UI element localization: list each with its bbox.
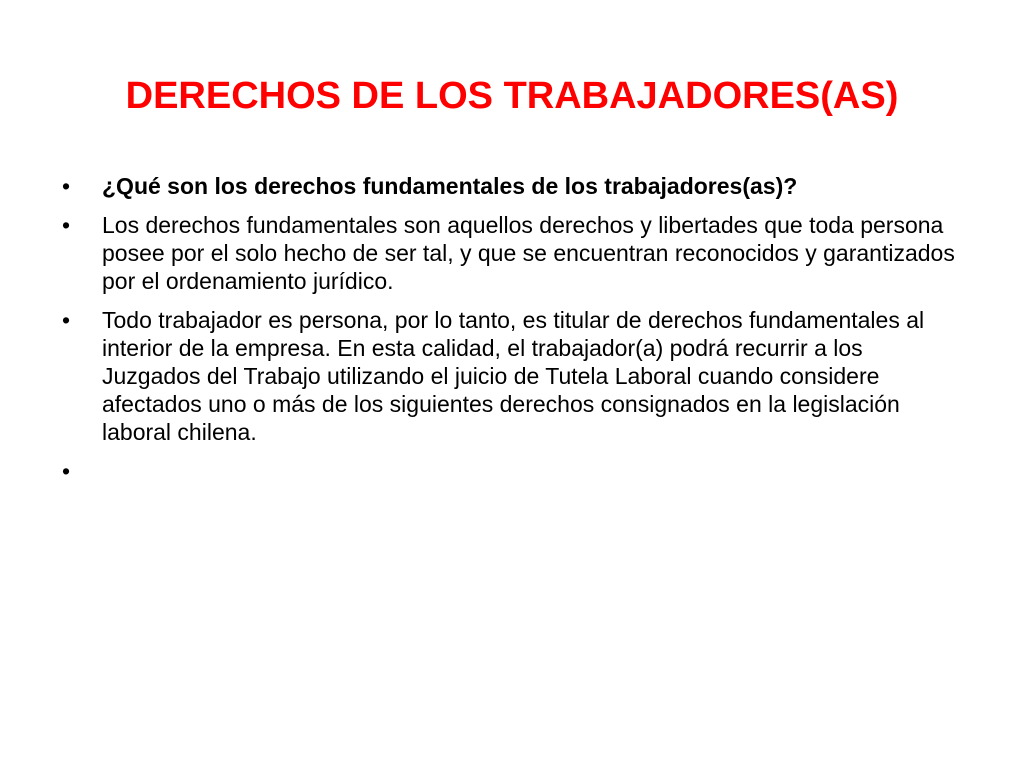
bullet-item: [60, 306, 960, 446]
bullet-list: [60, 172, 960, 496]
bullet-icon: •: [62, 458, 71, 484]
bullet-item: [60, 211, 960, 295]
bullet-item-empty: [60, 457, 960, 485]
bullet-icon: •: [62, 307, 71, 333]
bullet-text-definition: Los derechos fundamentales son aquellos derechos y libertades que toda persona posee por el solo hecho de ser tal, y que se encuentran reconocidos y garantizados por el ordenamiento jurídico.: [102, 212, 955, 294]
bullet-item: [60, 172, 960, 200]
bullet-text-question: ¿Qué son los derechos fundamentales de los trabajadores(as)?: [102, 173, 798, 199]
bullet-text-worker-rights: Todo trabajador es persona, por lo tanto, es titular de derechos fundamentales al interior de la empresa. En esta calidad, el trabajador(a) podrá recurrir a los Juzgados del Trabajo utilizando el juicio de Tutela Laboral cuando considere afectados uno o más de los siguientes derechos consignados en la legislación laboral chilena.: [102, 307, 925, 445]
slide-title: DERECHOS DE LOS TRABAJADORES(AS): [125, 75, 899, 117]
bullet-icon: •: [62, 173, 71, 199]
bullet-icon: •: [62, 212, 71, 238]
